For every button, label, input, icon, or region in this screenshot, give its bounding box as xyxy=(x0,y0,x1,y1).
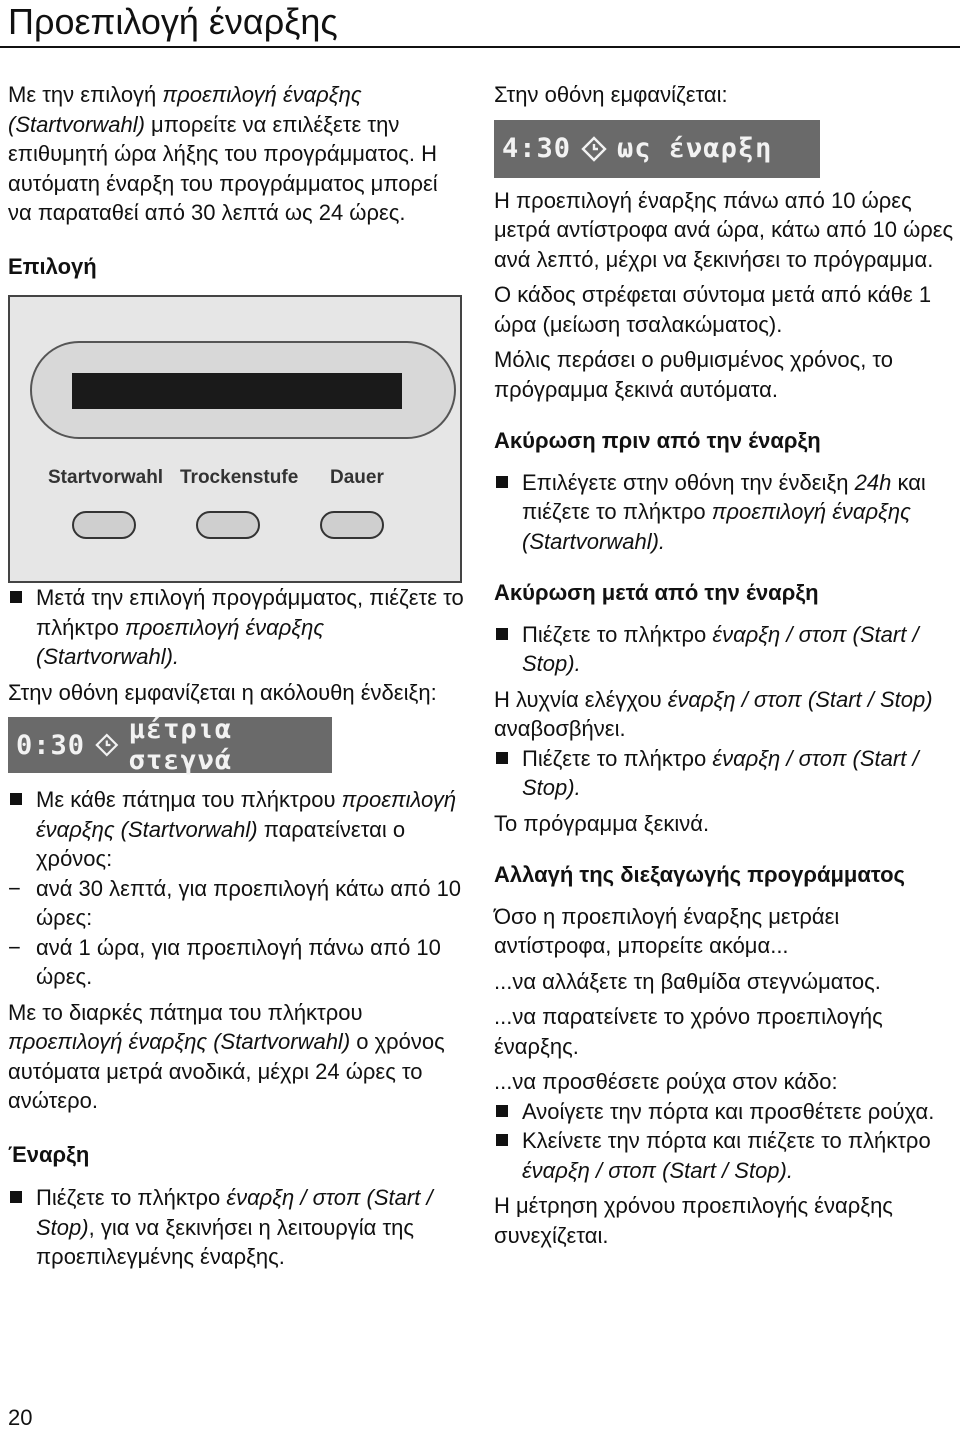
dauer-button xyxy=(320,511,384,539)
change-item-extend: ...να παρατείνετε το χρόνο προεπιλογής έναρξης. xyxy=(494,1004,883,1059)
bullet-term: έναρξη / στοπ (Start / Stop) xyxy=(36,1185,433,1240)
bullet-square-icon xyxy=(496,1105,508,1117)
bullet-each-press xyxy=(8,785,466,874)
bullet-open-door xyxy=(494,1097,954,1127)
dash-text: ανά 1 ώρα, για προεπιλογή πάνω από 10 ώρες. xyxy=(36,934,441,989)
bullet-close-door xyxy=(494,1126,954,1185)
bullet-cancel-after-1 xyxy=(494,620,954,679)
lcd-display-1 xyxy=(8,714,332,776)
lcd-text: ως έναρξη xyxy=(617,133,773,164)
bullet-text: Πιέζετε το πλήκτρο xyxy=(522,745,713,771)
bullet-cancel-before xyxy=(494,468,954,557)
bullet-term: έναρξη / στοπ (Start / Stop). xyxy=(522,745,919,800)
trockenstufe-button xyxy=(196,511,260,539)
bullet-square-icon xyxy=(496,628,508,640)
bullet-cancel-after-2 xyxy=(494,744,954,803)
heading-select: Επιλογή xyxy=(8,253,97,279)
heading-start: Έναρξη xyxy=(8,1141,90,1167)
bullet-square-icon xyxy=(10,591,22,603)
bullet-text-rest: παρατείνεται ο χρόνος: xyxy=(36,816,406,871)
hold-paragraph xyxy=(8,998,466,1116)
lcd-display-2 xyxy=(494,120,820,178)
panel-label-dauer: Dauer xyxy=(330,467,384,488)
continue-text: Η μέτρηση χρόνου προεπιλογής έναρξης συνεχίζεται. xyxy=(494,1193,893,1248)
lamp-paragraph xyxy=(494,685,954,744)
bullet-text: Επιλέγετε στην οθόνη την ένδειξη xyxy=(522,469,855,495)
display-intro: Στην οθόνη εμφανίζεται η ακόλουθη ένδειξη: xyxy=(8,679,437,705)
lamp-text-rest: αναβοσβήνει. xyxy=(494,716,626,741)
bullet-square-icon xyxy=(496,476,508,488)
intro-term-de: (Startvorwahl) xyxy=(8,111,145,137)
display-intro-right: Στην οθόνη εμφανίζεται: xyxy=(494,82,728,107)
bullet-text-mid: και πιέζετε το πλήκτρο xyxy=(522,469,926,524)
bullet-text: Ανοίγετε την πόρτα και προσθέτετε ρούχα. xyxy=(522,1098,935,1124)
auto-start-paragraph: Μόλις περάσει ο ρυθμισμένος χρόνος, το πρόγραμμα ξεκινά αυτόματα. xyxy=(494,347,894,402)
change-item-dry-level: ...να αλλάξετε τη βαθμίδα στεγνώματος. xyxy=(494,968,881,994)
control-panel-illustration xyxy=(8,295,462,583)
bullet-text: Μετά την επιλογή προγράμματος, πιέζετε το πλήκτρο xyxy=(36,585,464,640)
dash-marker: − xyxy=(8,934,21,960)
lcd-time: 4:30 xyxy=(502,133,572,164)
program-starts-text: Το πρόγραμμα ξεκινά. xyxy=(494,810,710,836)
bullet-text: Πιέζετε το πλήκτρο xyxy=(522,621,713,647)
bullet-text: Πιέζετε το πλήκτρο xyxy=(36,1185,227,1210)
lamp-term: έναρξη / στοπ (Start / Stop) xyxy=(667,686,933,712)
hold-text: Με το διαρκές πάτημα του πλήκτρου xyxy=(8,999,363,1025)
bullet-square-icon xyxy=(496,752,508,764)
bullet-start xyxy=(8,1183,466,1272)
intro-text-rest: μπορείτε να επιλέξετε την επιθυμητή ώρα λήξης του προγράμματος. Η αυτόματη έναρξη του προγράμματος μπορεί να παραταθεί από 30 λεπτά ως 24 ώρες. xyxy=(8,111,438,225)
display-bar xyxy=(72,373,402,409)
hold-text-rest: ο χρόνος αυτόματα μετρά ανοδικά, μέχρι 24 ώρες το ανώτερο. xyxy=(8,1029,445,1113)
bullet-term: προεπιλογή έναρξης (Startvorwahl). xyxy=(36,614,325,669)
bullet-text-rest: , για να ξεκινήσει η λειτουργία της προεπιλεγμένης έναρξης. xyxy=(36,1214,414,1269)
intro-term: προεπιλογή έναρξης xyxy=(162,82,362,107)
panel-label-startvorwahl: Startvorwahl xyxy=(48,467,164,488)
dash-text: ανά 30 λεπτά, για προεπιλογή κάτω από 10 ώρες: xyxy=(36,875,462,930)
dash-marker: − xyxy=(8,875,21,901)
startvorwahl-button xyxy=(72,511,136,539)
heading-cancel-after: Ακύρωση μετά από την έναρξη xyxy=(494,580,819,605)
lcd-time: 0:30 xyxy=(16,729,86,761)
display-frame xyxy=(30,341,456,439)
heading-change: Αλλαγή της διεξαγωγής προγράμματος xyxy=(494,862,905,887)
right-column xyxy=(494,80,954,1250)
bullet-square-icon xyxy=(10,1191,22,1203)
drum-paragraph: Ο κάδος στρέφεται σύντομα μετά από κάθε 1 ώρα (μείωση τσαλακώματος). xyxy=(494,282,932,337)
page-number: 20 xyxy=(8,1405,33,1430)
intro-paragraph xyxy=(8,80,466,228)
change-item-add-laundry: ...να προσθέσετε ρούχα στον κάδο: xyxy=(494,1069,838,1094)
hold-term: προεπιλογή έναρξης (Startvorwahl) xyxy=(8,1029,351,1054)
bullet-term: προεπιλογή έναρξης (Startvorwahl). xyxy=(522,499,911,554)
bullet-term: έναρξη / στοπ (Start / Stop). xyxy=(522,1157,793,1183)
bullet-text: Με κάθε πάτημα του πλήκτρου xyxy=(36,787,342,812)
dash-item-1h xyxy=(8,933,466,992)
bullet-select-program xyxy=(8,583,466,672)
lamp-text: Η λυχνία ελέγχου xyxy=(494,686,668,712)
countdown-paragraph: Η προεπιλογή έναρξης πάνω από 10 ώρες μετρά αντίστροφα ανά ώρα, κάτω από 10 ώρες ανά λεπτό, μέχρι να ξεκινήσει το πρόγραμμα. xyxy=(494,187,954,272)
title-divider xyxy=(0,46,960,48)
panel-label-trockenstufe: Trockenstufe xyxy=(180,467,299,488)
bullet-square-icon xyxy=(496,1134,508,1146)
bullet-square-icon xyxy=(10,793,22,805)
heading-cancel-before: Ακύρωση πριν από την έναρξη xyxy=(494,428,821,453)
bullet-term: έναρξη / στοπ (Start / Stop). xyxy=(522,621,919,676)
clock-icon xyxy=(581,136,607,162)
clock-icon xyxy=(95,732,119,758)
left-column xyxy=(8,80,466,1272)
dash-item-30min xyxy=(8,874,466,933)
change-intro: Όσο η προεπιλογή έναρξης μετράει αντίστροφα, μπορείτε ακόμα... xyxy=(494,903,840,958)
lcd-text: μέτρια στεγνά xyxy=(128,714,233,776)
intro-text: Με την επιλογή xyxy=(8,82,163,107)
bullet-term: προεπιλογή έναρξης (Startvorwahl) xyxy=(36,787,457,842)
page-title: Προεπιλογή έναρξης xyxy=(8,1,338,42)
bullet-text: Κλείνετε την πόρτα και πιέζετε το πλήκτρο xyxy=(522,1128,931,1153)
display-code: 24h xyxy=(854,469,892,495)
